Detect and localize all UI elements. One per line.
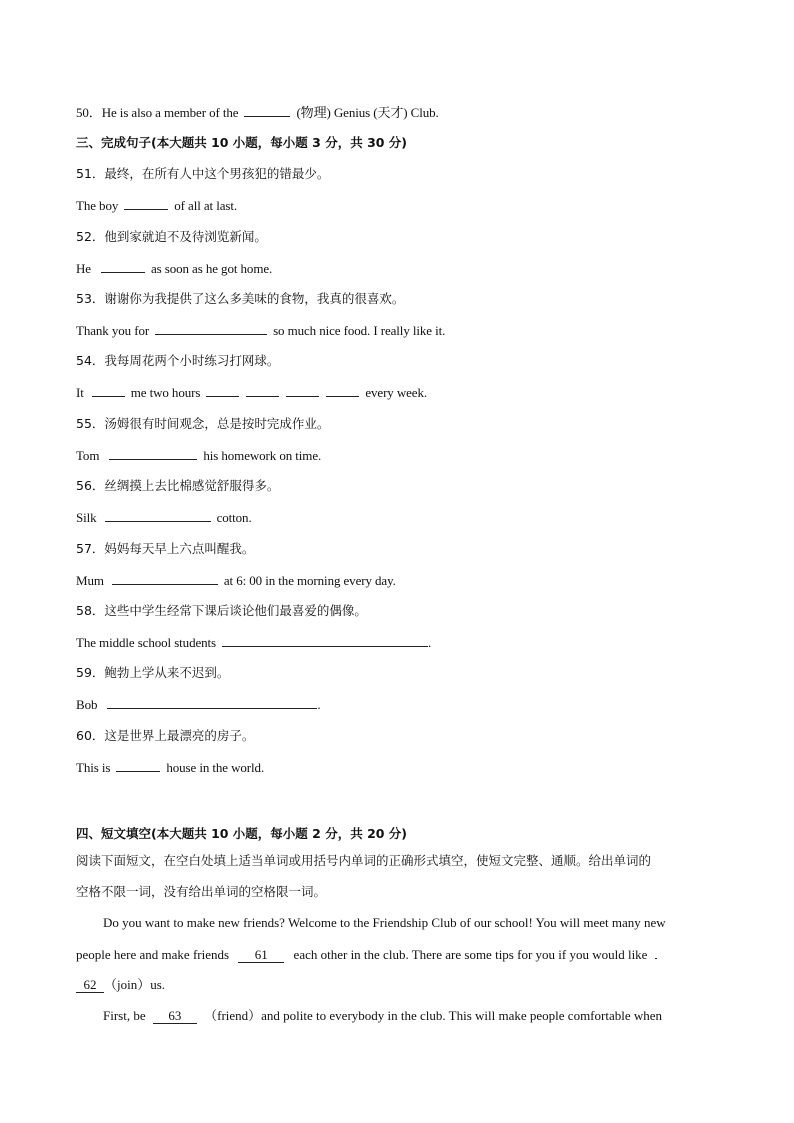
q58-chinese: 58．这些中学生经常下课后谈论他们最喜爱的偶像。	[76, 603, 367, 618]
q50-prefix: 50．He is also a member of the	[76, 105, 239, 120]
q51-prefix: The boy	[76, 198, 119, 213]
q59-prefix: Bob	[76, 697, 98, 712]
answer-blank-52[interactable]	[101, 260, 145, 273]
answer-blank-54e[interactable]	[326, 384, 359, 397]
q60-chinese: 60．这是世界上最漂亮的房子。	[76, 728, 255, 743]
q57-suffix: at 6: 00 in the morning every day.	[223, 573, 396, 588]
q60-prefix: This is	[76, 760, 111, 775]
q54-prefix: It	[76, 385, 84, 400]
passage-line-2	[76, 946, 720, 963]
q60-english	[76, 759, 264, 776]
question-50	[76, 104, 439, 121]
passage-text: First, be	[103, 1008, 146, 1023]
q51-suffix: of all at last.	[174, 198, 238, 213]
q59-chinese: 59．鲍勃上学从来不迟到。	[76, 665, 230, 680]
passage-text: each other in the club. There are some tips for you if you would like	[293, 947, 648, 962]
section-4-instruction-2: 空格不限一词，没有给出单词的空格限一词。	[76, 884, 327, 899]
q54-suffix: every week.	[365, 385, 428, 400]
answer-blank-54d[interactable]	[286, 384, 319, 397]
q54-chinese: 54．我每周花两个小时练习打网球。	[76, 353, 280, 368]
q56-prefix: Silk	[76, 510, 97, 525]
q55-chinese: 55．汤姆很有时间观念，总是按时完成作业。	[76, 416, 330, 431]
q58-suffix: .	[428, 635, 432, 650]
answer-blank-50[interactable]	[244, 104, 290, 117]
q53-chinese: 53．谢谢你为我提供了这么多美味的食物，我真的很喜欢。	[76, 291, 405, 306]
answer-blank-54b[interactable]	[206, 384, 239, 397]
answer-blank-62[interactable]: 62	[76, 978, 104, 993]
answer-blank-56[interactable]	[105, 509, 211, 522]
q53-prefix: Thank you for	[76, 323, 150, 338]
passage-text: （friend）and polite to everybody in the club. This will make people comfortable when	[204, 1008, 663, 1023]
q54-mid: me two hours	[130, 385, 201, 400]
answer-blank-61[interactable]: 61	[238, 948, 284, 963]
answer-blank-54c[interactable]	[246, 384, 279, 397]
q56-english	[76, 509, 252, 526]
answer-blank-59[interactable]	[107, 696, 317, 709]
section-3-heading: 三、完成句子(本大题共 10 小题，每小题 3 分，共 30 分)	[76, 135, 408, 150]
q53-suffix: so much nice food. I really like it.	[273, 323, 446, 338]
q58-english	[76, 634, 431, 651]
passage-text: people here and make friends	[76, 947, 230, 962]
q57-chinese: 57．妈妈每天早上六点叫醒我。	[76, 541, 255, 556]
section-4-instruction-1: 阅读下面短文，在空白处填上适当单词或用括号内单词的正确形式填空，使短文完整、通顺。给出单词的	[76, 853, 652, 868]
answer-blank-63[interactable]: 63	[153, 1009, 197, 1024]
q51-english	[76, 197, 237, 214]
answer-blank-58[interactable]	[222, 634, 428, 647]
q58-prefix: The middle school students	[76, 635, 217, 650]
q56-suffix: cotton.	[216, 510, 252, 525]
q55-suffix: his homework on time.	[203, 448, 322, 463]
q57-prefix: Mum	[76, 573, 104, 588]
q52-chinese: 52．他到家就迫不及待浏览新闻。	[76, 229, 267, 244]
q52-prefix: He	[76, 261, 91, 276]
q59-suffix: .	[317, 697, 321, 712]
q52-suffix: as soon as he got home.	[150, 261, 273, 276]
q57-english	[76, 572, 396, 589]
q55-prefix: Tom	[76, 448, 100, 463]
answer-blank-60[interactable]	[116, 759, 160, 772]
passage-line-3	[76, 977, 720, 993]
section-4-heading: 四、短文填空(本大题共 10 小题，每小题 2 分，共 20 分)	[76, 826, 408, 841]
q56-chinese: 56．丝绸摸上去比棉感觉舒服得多。	[76, 478, 280, 493]
passage-line-4	[76, 1008, 720, 1024]
q51-chinese: 51．最终，在所有人中这个男孩犯的错最少。	[76, 166, 330, 181]
answer-blank-53[interactable]	[155, 322, 267, 335]
answer-blank-54a[interactable]	[92, 384, 125, 397]
q52-english	[76, 260, 272, 277]
q54-english	[76, 384, 427, 401]
q60-suffix: house in the world.	[166, 760, 265, 775]
answer-blank-57[interactable]	[112, 572, 218, 585]
answer-blank-51[interactable]	[124, 197, 168, 210]
q50-suffix: (物理) Genius (天才) Club.	[296, 105, 439, 120]
q53-english	[76, 322, 445, 339]
answer-blank-55[interactable]	[109, 447, 197, 460]
passage-line-1: Do you want to make new friends? Welcome to the Friendship Club of our school! You will meet many new	[103, 915, 666, 930]
q59-english	[76, 696, 321, 713]
answer-blank-62-start	[655, 946, 657, 959]
passage-text: （join）us.	[104, 977, 166, 992]
q55-english	[76, 447, 321, 464]
